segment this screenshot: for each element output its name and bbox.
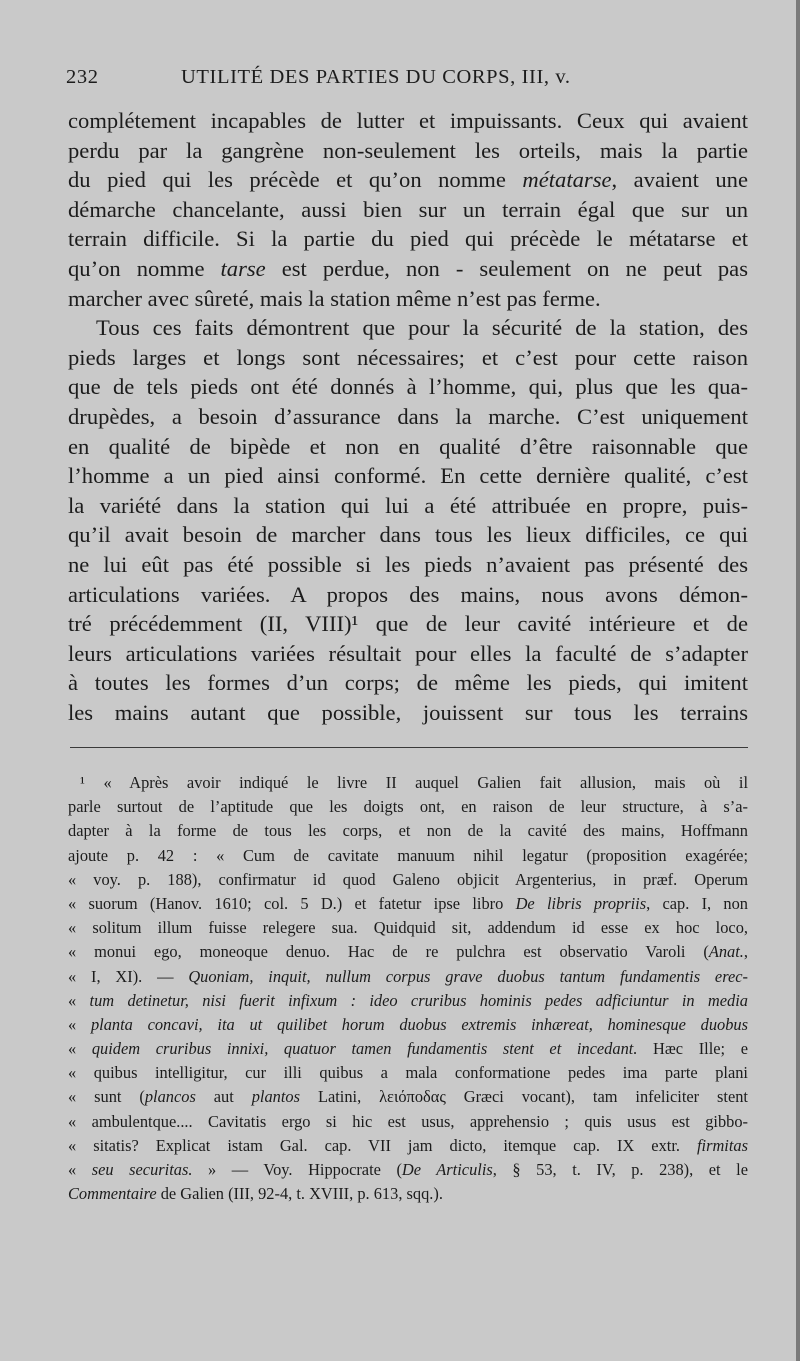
text-line: leurs articulations variées résultait pour elles la faculté de s’adapter	[68, 640, 748, 666]
text-line: à toutes les formes d’un corps; de même les pieds, qui imitent	[68, 670, 748, 696]
footnote-line: « planta concavi, ita ut quilibet horum duobus extremis inhæreat, hominesque duobus	[68, 1014, 748, 1034]
footnote-line: « quidem cruribus innixi, quatuor tamen fundamentis stent et incedant. Hæc Ille; e	[68, 1039, 748, 1059]
footnote-line: « quibus intelligitur, cur illi quibus a mala conformatione pedes ima parte plani	[68, 1063, 748, 1083]
footnote-line: « monui ego, moneoque denuo. Hac de re pulchra est observatio Varoli (Anat.,	[68, 942, 748, 962]
footnote-line: « I, XI). — Quoniam, inquit, nullum corpus grave duobus tantum fundamentis erec-	[68, 966, 748, 986]
text-line: démarche chancelante, aussi bien sur un terrain égal que sur un	[68, 196, 748, 222]
footnote-line: « seu securitas. » — Voy. Hippocrate (De Articulis, § 53, t. IV, p. 238), et le	[68, 1160, 748, 1179]
text-line: ne lui eût pas été possible si les pieds n’avaient pas présenté des	[68, 551, 748, 577]
text-line: Tous ces faits démontrent que pour la sécurité de la station, des	[96, 315, 748, 341]
text-line: que de tels pieds ont été donnés à l’homme, qui, plus que les qua-	[68, 374, 748, 400]
page-number: 232	[66, 66, 99, 88]
text-line: pieds larges et longs sont nécessaires; et c’est pour cette raison	[68, 344, 748, 370]
text-line: terrain difficile. Si la partie du pied qui précède le métatarse et	[68, 226, 748, 252]
footnote-line: ¹ « Après avoir indiqué le livre II auquel Galien fait allusion, mais où il	[80, 773, 748, 792]
text-line: qu’il avait besoin de marcher dans tous les lieux difficiles, ce qui	[68, 522, 748, 548]
footnote-line: parle surtout de l’aptitude que les doigts ont, en raison de leur structure, à s’a-	[68, 797, 748, 817]
running-header	[66, 66, 746, 96]
text-line: tré précédemment (II, VIII)¹ que de leur cavité intérieure et de	[68, 611, 748, 637]
text-line: la variété dans la station qui lui a été attribuée en propre, puis-	[68, 492, 748, 518]
footnote	[68, 771, 748, 1206]
footnote-separator	[70, 747, 748, 748]
footnote-line: dapter à la forme de tous les corps, et non de la cavité des mains, Hoffmann	[68, 821, 748, 841]
footnote-line: « sitatis? Explicat istam Gal. cap. VII jam dicto, itemque cap. IX extr. firmitas	[68, 1135, 748, 1155]
footnote-line: « sunt (plancos aut plantos Latini, λειόποδας Græci vocant), tam infeliciter stent	[68, 1087, 748, 1107]
running-title: UTILITÉ DES PARTIES DU CORPS, III, v.	[181, 66, 571, 88]
footnote-line: Commentaire de Galien (III, 92-4, t. XVIII, p. 613, sqq.).	[68, 1184, 443, 1204]
text-line: drupèdes, a besoin d’assurance dans la marche. C’est uniquement	[68, 403, 748, 429]
text-line: les mains autant que possible, jouissent sur tous les terrains	[68, 699, 748, 725]
text-line: qu’on nomme tarse est perdue, non - seulement on ne peut pas	[68, 255, 748, 281]
text-line: du pied qui les précède et qu’on nomme métatarse, avaient une	[68, 167, 748, 193]
main-text	[68, 106, 748, 727]
text-line: marcher avec sûreté, mais la station même n’est pas ferme.	[68, 285, 601, 311]
footnote-line: « ambulentque.... Cavitatis ergo si hic est usus, apprehensio ; quis usus est gibbo-	[68, 1111, 748, 1131]
text-line: l’homme a un pied ainsi conformé. En cette dernière qualité, c’est	[68, 463, 748, 489]
text-line: perdu par la gangrène non-seulement les orteils, mais la partie	[68, 137, 748, 163]
footnote-line: « solitum illum fuisse relegere sua. Quidquid sit, addendum id esse ex hoc loco,	[68, 918, 748, 938]
footnote-line: « voy. p. 188), confirmatur id quod Galeno objicit Argenterius, in præf. Operum	[68, 869, 748, 889]
text-line: articulations variées. A propos des mains, nous avons démon-	[68, 581, 748, 607]
text-line: complétement incapables de lutter et impuissants. Ceux qui avaient	[68, 108, 748, 133]
footnote-line: « tum detinetur, nisi fuerit infixum : ideo cruribus hominis pedes adficiuntur in media	[68, 990, 748, 1010]
footnote-line: « suorum (Hanov. 1610; col. 5 D.) et fatetur ipse libro De libris propriis, cap. I, non	[68, 893, 748, 913]
text-line: en qualité de bipède et non en qualité d’être raisonnable que	[68, 433, 748, 459]
footnote-line: ajoute p. 42 : « Cum de cavitate manuum nihil legatur (proposition exagérée;	[68, 845, 748, 865]
